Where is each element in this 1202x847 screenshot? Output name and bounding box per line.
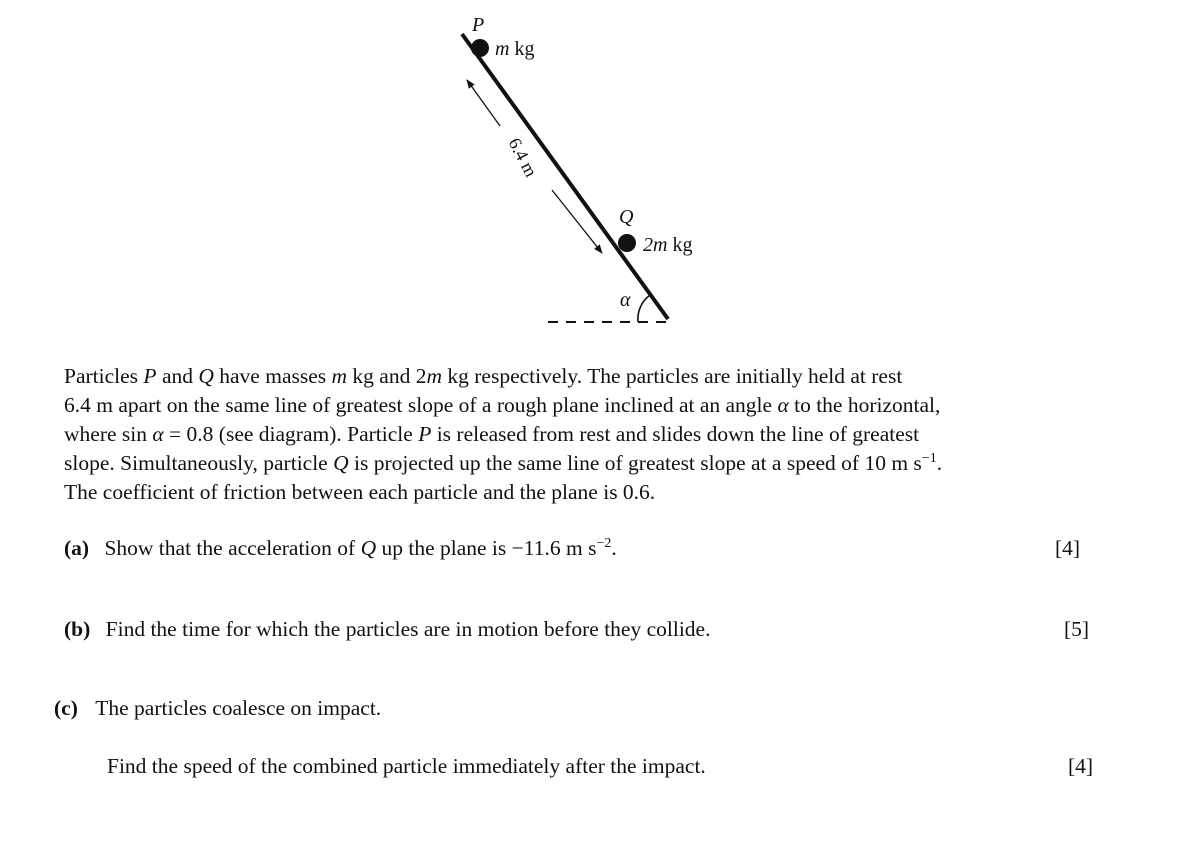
particle-p-label: P [472,14,485,36]
statement-line-4: slope. Simultaneously, particle Q is projected up the same line of greatest slope at a speed of 10 m $s^{-1}$. [64,451,943,475]
statement-line-3: where sin α = 0.8 (see diagram). Particle P is released from rest and slides down the line of greatest [64,422,920,446]
angle-label: α [620,289,631,311]
question-c [54,694,381,723]
question-a-marks: [4] [1055,536,1081,560]
statement-line-5: The coefficient of friction between each particle and the plane is 0.6. [64,480,656,504]
question-a [64,534,617,563]
question-c-marks: [4] [1068,754,1094,778]
particle-q-dot [618,234,636,252]
question-b-text: Find the time for which the particles are in motion before they collide. [105,617,711,641]
statement-line-1: Particles P and Q have masses m kg and 2m kg respectively. The particles are initially held at rest [64,364,903,388]
particle-p-dot [471,39,489,57]
particle-p-mass: m kg [495,38,535,60]
question-a-text: Show that the acceleration of Q up the plane is −11.6 m $s^{-2}$. [104,536,617,560]
distance-arrow-upper [467,80,500,126]
inclined-plane-line [462,34,668,319]
angle-arc [638,295,650,322]
inclined-plane-diagram [0,0,1202,340]
distance-arrow-lower [552,190,602,253]
question-a-label: (a) [64,536,90,560]
question-c-label: (c) [54,696,78,720]
question-b [64,615,710,644]
distance-label: 6.4 m [504,134,542,181]
particle-q-mass: 2m kg [643,234,693,256]
statement-line-2: 6.4 m apart on the same line of greatest slope of a rough plane inclined at an angle α to the horizontal, [64,393,941,417]
problem-statement [64,362,1094,507]
question-b-label: (b) [64,617,91,641]
question-b-marks: [5] [1064,617,1090,641]
question-c-text: The particles coalesce on impact. [95,696,382,720]
particle-q-label: Q [619,206,634,228]
question-c-subtext: Find the speed of the combined particle immediately after the impact. [107,754,706,778]
